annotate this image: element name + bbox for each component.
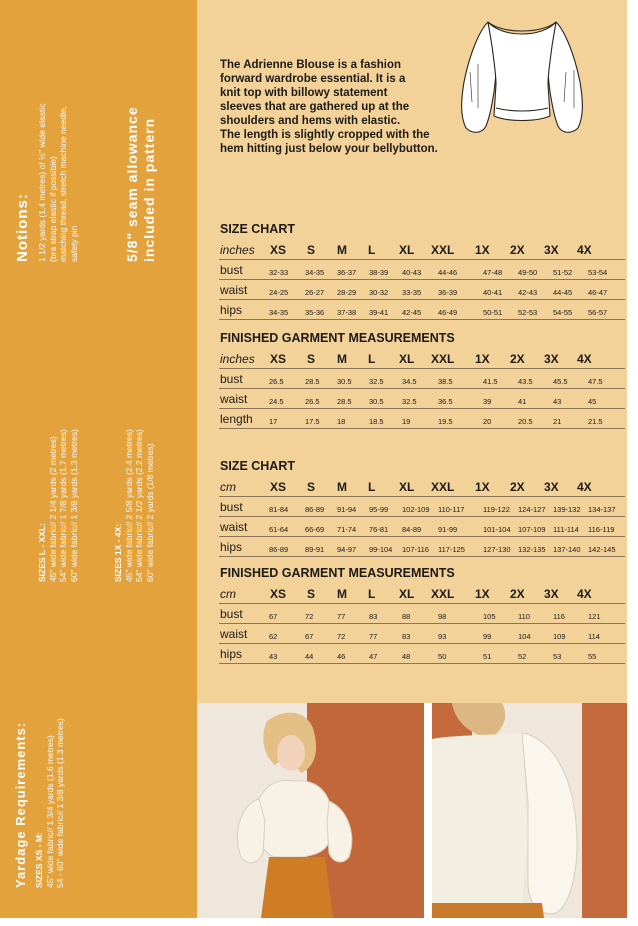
table-header-row xyxy=(219,240,625,260)
row-label: waist xyxy=(220,392,248,406)
table-cell: 46 xyxy=(337,652,346,661)
row-label: waist xyxy=(220,520,248,534)
size-header: M xyxy=(337,352,347,366)
table-cell: 19.5 xyxy=(438,417,453,426)
row-label: waist xyxy=(220,627,248,641)
table-cell: 21 xyxy=(553,417,562,426)
table-header-row xyxy=(219,477,625,497)
table-cell: 20 xyxy=(483,417,492,426)
size-header: XXL xyxy=(431,480,455,494)
unit-label: inches xyxy=(220,352,255,366)
size-header: XS xyxy=(270,352,287,366)
blouse-description xyxy=(220,58,465,156)
description-line: shoulders and hems with elastic. xyxy=(220,115,401,127)
table-cell: 43 xyxy=(269,652,278,661)
table-cell: 18.5 xyxy=(369,417,384,426)
table-cell: 44-46 xyxy=(438,268,458,277)
sizes-xs-m-heading: SIZES XS - M: xyxy=(34,832,44,888)
fabric-line: 45" wide fabric// 2 5/8 yards (2.4 metres) xyxy=(123,429,134,582)
table-title: SIZE CHART xyxy=(220,222,295,236)
table-cell: 76-81 xyxy=(369,525,389,534)
table-cell: 45 xyxy=(588,397,597,406)
table-cell: 42-43 xyxy=(518,288,538,297)
table-cell: 30-32 xyxy=(369,288,389,297)
table-cell: 41 xyxy=(518,397,527,406)
table-cell: 34.5 xyxy=(402,377,417,386)
table-title: FINISHED GARMENT MEASUREMENTS xyxy=(220,331,455,345)
table-cell: 98 xyxy=(438,612,447,621)
table-cell: 54-55 xyxy=(553,308,573,317)
table-cell: 30.5 xyxy=(337,377,352,386)
table-cell: 72 xyxy=(337,632,346,641)
table-cell: 104 xyxy=(518,632,531,641)
table-cell: 32-33 xyxy=(269,268,289,277)
table-cell: 49-50 xyxy=(518,268,538,277)
sizes-1x-4x-block xyxy=(113,429,155,582)
table-cell: 93 xyxy=(438,632,447,641)
size-header: 2X xyxy=(510,352,525,366)
measurement-table xyxy=(219,349,625,429)
table-cell: 110 xyxy=(518,612,530,621)
row-label: bust xyxy=(220,263,243,277)
table-cell: 26.5 xyxy=(269,377,284,386)
size-header: L xyxy=(368,243,376,257)
size-header: 1X xyxy=(475,352,490,366)
size-header: M xyxy=(337,243,347,257)
table-row xyxy=(219,260,625,280)
unit-label: inches xyxy=(220,243,255,257)
size-header: XXL xyxy=(431,243,455,257)
sizes-l-xxl-block xyxy=(37,429,79,582)
size-header: XS xyxy=(270,480,287,494)
table-cell: 127-130 xyxy=(483,545,511,554)
yardage-block xyxy=(12,718,66,888)
table-cell: 91-99 xyxy=(438,525,458,534)
size-header: XXL xyxy=(431,587,455,601)
size-header: 1X xyxy=(475,587,490,601)
measurement-table xyxy=(219,477,625,557)
fabric-line: 60" wide fabric// 1 3/8 yards (1.3 metres) xyxy=(68,429,79,582)
row-label: length xyxy=(220,412,253,426)
table-cell: 142-145 xyxy=(588,545,616,554)
size-header: 3X xyxy=(544,243,559,257)
description-line: sleeves that are gathered up at the xyxy=(220,101,410,113)
table-cell: 32.5 xyxy=(402,397,417,406)
size-header: M xyxy=(337,480,347,494)
table-cell: 21.5 xyxy=(588,417,603,426)
size-header: 2X xyxy=(510,243,525,257)
table-cell: 52 xyxy=(518,652,527,661)
table-cell: 41.5 xyxy=(483,377,498,386)
table-row xyxy=(219,537,625,557)
table-cell: 39 xyxy=(483,397,492,406)
table-cell: 46-49 xyxy=(438,308,458,317)
table-cell: 32.5 xyxy=(369,377,384,386)
table-cell: 24-25 xyxy=(269,288,289,297)
table-cell: 81-84 xyxy=(269,505,289,514)
table-cell: 17 xyxy=(269,417,278,426)
row-label: bust xyxy=(220,607,243,621)
seam-allowance-line: 5/8" seam allowance xyxy=(124,106,140,262)
table-cell: 117-125 xyxy=(438,545,465,554)
table-cell: 30.5 xyxy=(369,397,384,406)
seam-allowance-line: included in pattern xyxy=(141,117,157,262)
table-cell: 107-116 xyxy=(402,545,429,554)
table-cell: 47 xyxy=(369,652,378,661)
size-header: 4X xyxy=(577,587,592,601)
fabric-line: 54" wide fabric// 2 1/2 yards (2.2 metres) xyxy=(134,429,144,582)
table-cell: 43.5 xyxy=(518,377,533,386)
row-label: hips xyxy=(220,540,243,554)
unit-label: cm xyxy=(220,480,236,494)
seam-allowance-block xyxy=(124,106,158,262)
table-cell: 45.5 xyxy=(553,377,568,386)
table-cell: 36-39 xyxy=(438,288,458,297)
table-row xyxy=(219,280,625,300)
notions-line: (bra strap elastic if possible) xyxy=(47,156,58,262)
table-cell: 40-43 xyxy=(402,268,422,277)
table-cell: 114 xyxy=(588,632,600,641)
table-cell: 51-52 xyxy=(553,268,573,277)
table-cell: 36.5 xyxy=(438,397,453,406)
table-cell: 119-122 xyxy=(483,505,510,514)
row-label: hips xyxy=(220,303,243,317)
size-header: L xyxy=(368,352,376,366)
size-header: 3X xyxy=(544,587,559,601)
table-cell: 39-41 xyxy=(369,308,389,317)
table-cell: 88 xyxy=(402,612,411,621)
table-row xyxy=(219,300,625,320)
table-cell: 28-29 xyxy=(337,288,357,297)
table-cell: 38.5 xyxy=(438,377,453,386)
size-header: XL xyxy=(399,587,415,601)
table-cell: 46-47 xyxy=(588,288,608,297)
table-title: FINISHED GARMENT MEASUREMENTS xyxy=(220,566,455,580)
table-row xyxy=(219,497,625,517)
notions-line: safety pin xyxy=(68,225,79,262)
fabric-line: 45" wide fabric// 2 1/4 yards (2 metres) xyxy=(47,436,58,582)
description-line: The length is slightly cropped with the xyxy=(220,129,430,141)
table-header-row xyxy=(219,349,625,369)
size-header: 4X xyxy=(577,243,592,257)
table-row xyxy=(219,389,625,409)
notions-line: matching thread, stretch machine needle, xyxy=(58,106,68,262)
table-cell: 71-74 xyxy=(337,525,357,534)
table-cell: 83 xyxy=(369,612,378,621)
measurement-table xyxy=(219,240,625,320)
table-cell: 139-132 xyxy=(553,505,581,514)
size-header: S xyxy=(307,243,316,257)
table-cell: 26.5 xyxy=(305,397,320,406)
table-cell: 61-64 xyxy=(269,525,289,534)
table-row xyxy=(219,624,625,644)
table-cell: 40-41 xyxy=(483,288,503,297)
table-cell: 33-35 xyxy=(402,288,422,297)
size-header: XL xyxy=(399,352,415,366)
table-cell: 28.5 xyxy=(305,377,320,386)
table-cell: 18 xyxy=(337,417,346,426)
table-row xyxy=(219,409,625,429)
size-header: L xyxy=(368,587,376,601)
size-header: 3X xyxy=(544,480,559,494)
table-cell: 17.5 xyxy=(305,417,320,426)
size-header: XS xyxy=(270,243,287,257)
yardage-heading: Yardage Requirements: xyxy=(13,721,28,888)
table-cell: 99 xyxy=(483,632,492,641)
row-label: hips xyxy=(220,647,243,661)
table-cell: 105 xyxy=(483,612,496,621)
fabric-line: 60" wide fabric// 2 yards (1/8 metres) xyxy=(144,443,155,582)
description-line: knit top with billowy statement xyxy=(220,87,388,99)
size-header: 3X xyxy=(544,352,559,366)
description-line: forward wardrobe essential. It is a xyxy=(220,73,406,85)
table-cell: 132-135 xyxy=(518,545,546,554)
size-header: L xyxy=(368,480,376,494)
table-cell: 107-109 xyxy=(518,525,546,534)
table-cell: 51 xyxy=(483,652,492,661)
table-cell: 35-36 xyxy=(305,308,325,317)
table-cell: 55 xyxy=(588,652,597,661)
size-header: 1X xyxy=(475,480,490,494)
table-cell: 111-114 xyxy=(553,525,579,534)
table-cell: 34-35 xyxy=(305,268,325,277)
table-cell: 77 xyxy=(369,632,378,641)
table-row xyxy=(219,369,625,389)
notions-heading: Notions: xyxy=(14,193,31,262)
table-cell: 19 xyxy=(402,417,411,426)
blouse-sketch-image xyxy=(458,12,586,144)
bottom-margin xyxy=(0,918,638,926)
table-cell: 137-140 xyxy=(553,545,581,554)
size-header: 4X xyxy=(577,352,592,366)
table-cell: 47.5 xyxy=(588,377,603,386)
table-cell: 62 xyxy=(269,632,278,641)
table-cell: 44-45 xyxy=(553,288,573,297)
table-header-row xyxy=(219,584,625,604)
table-cell: 20.5 xyxy=(518,417,533,426)
table-cell: 109 xyxy=(553,632,566,641)
table-cell: 134-137 xyxy=(588,505,616,514)
description-line: The Adrienne Blouse is a fashion xyxy=(220,59,402,71)
table-cell: 72 xyxy=(305,612,314,621)
table-cell: 50 xyxy=(438,652,447,661)
table-cell: 83 xyxy=(402,632,411,641)
description-line: hem hitting just below your bellybutton. xyxy=(220,143,438,155)
table-cell: 91-94 xyxy=(337,505,357,514)
table-cell: 67 xyxy=(269,612,278,621)
unit-label: cm xyxy=(220,587,236,601)
table-cell: 52-53 xyxy=(518,308,538,317)
size-header: S xyxy=(307,352,316,366)
photo-gap xyxy=(424,703,432,918)
table-cell: 67 xyxy=(305,632,314,641)
row-label: bust xyxy=(220,500,243,514)
table-cell: 53 xyxy=(553,652,562,661)
row-label: bust xyxy=(220,372,243,386)
size-header: S xyxy=(307,587,316,601)
table-cell: 37-38 xyxy=(337,308,357,317)
table-cell: 89-91 xyxy=(305,545,325,554)
table-cell: 43 xyxy=(553,397,562,406)
sizes-1x-4x-heading: SIZES 1X - 4X: xyxy=(113,523,123,582)
table-cell: 34-35 xyxy=(269,308,289,317)
size-header: 2X xyxy=(510,480,525,494)
table-cell: 77 xyxy=(337,612,346,621)
sidebar-panel xyxy=(0,0,197,918)
size-header: 1X xyxy=(475,243,490,257)
fabric-line: 45" wide fabric// 1 3/4 yards (1.6 metres) xyxy=(44,735,55,888)
table-cell: 116 xyxy=(553,612,565,621)
sizes-l-xxl-heading: SIZES L - XXL: xyxy=(37,523,47,582)
table-cell: 50-51 xyxy=(483,308,503,317)
table-cell: 38-39 xyxy=(369,268,389,277)
table-cell: 102-109 xyxy=(402,505,430,514)
size-header: XXL xyxy=(431,352,455,366)
table-cell: 53-54 xyxy=(588,268,608,277)
table-cell: 28.5 xyxy=(337,397,352,406)
table-cell: 116-119 xyxy=(588,525,615,534)
table-cell: 26-27 xyxy=(305,288,325,297)
row-label: waist xyxy=(220,283,248,297)
measurement-table xyxy=(219,584,625,664)
table-cell: 24.5 xyxy=(269,397,284,406)
model-photo-sleeve xyxy=(432,703,627,918)
size-header: S xyxy=(307,480,316,494)
table-cell: 95-99 xyxy=(369,505,389,514)
table-cell: 86-89 xyxy=(305,505,325,514)
table-cell: 101-104 xyxy=(483,525,511,534)
notions-line: 1 1/2 yards (1.4 metres) of ½" wide elastic xyxy=(37,103,47,262)
size-header: M xyxy=(337,587,347,601)
table-cell: 42-45 xyxy=(402,308,422,317)
table-cell: 86-89 xyxy=(269,545,289,554)
model-photo-front xyxy=(197,703,424,918)
size-header: 4X xyxy=(577,480,592,494)
size-header: XL xyxy=(399,480,415,494)
table-cell: 84-89 xyxy=(402,525,422,534)
table-row xyxy=(219,644,625,664)
table-cell: 48 xyxy=(402,652,411,661)
table-row xyxy=(219,604,625,624)
table-cell: 44 xyxy=(305,652,314,661)
table-cell: 99-104 xyxy=(369,545,393,554)
table-cell: 47-48 xyxy=(483,268,503,277)
table-title: SIZE CHART xyxy=(220,459,295,473)
table-cell: 124-127 xyxy=(518,505,546,514)
notions-block xyxy=(14,104,79,262)
size-header: XS xyxy=(270,587,287,601)
table-cell: 121 xyxy=(588,612,601,621)
table-cell: 56-57 xyxy=(588,308,608,317)
size-header: 2X xyxy=(510,587,525,601)
fabric-line: 54 - 60" wide fabric// 1 3/8 yards (1.3 metres) xyxy=(55,718,65,888)
table-cell: 110-117 xyxy=(438,505,465,514)
table-cell: 36-37 xyxy=(337,268,357,277)
fabric-line: 54" wide fabric// 1 7/8 yards (1.7 metres) xyxy=(58,429,68,582)
table-cell: 94-97 xyxy=(337,545,357,554)
table-row xyxy=(219,517,625,537)
size-header: XL xyxy=(399,243,415,257)
table-cell: 66-69 xyxy=(305,525,325,534)
